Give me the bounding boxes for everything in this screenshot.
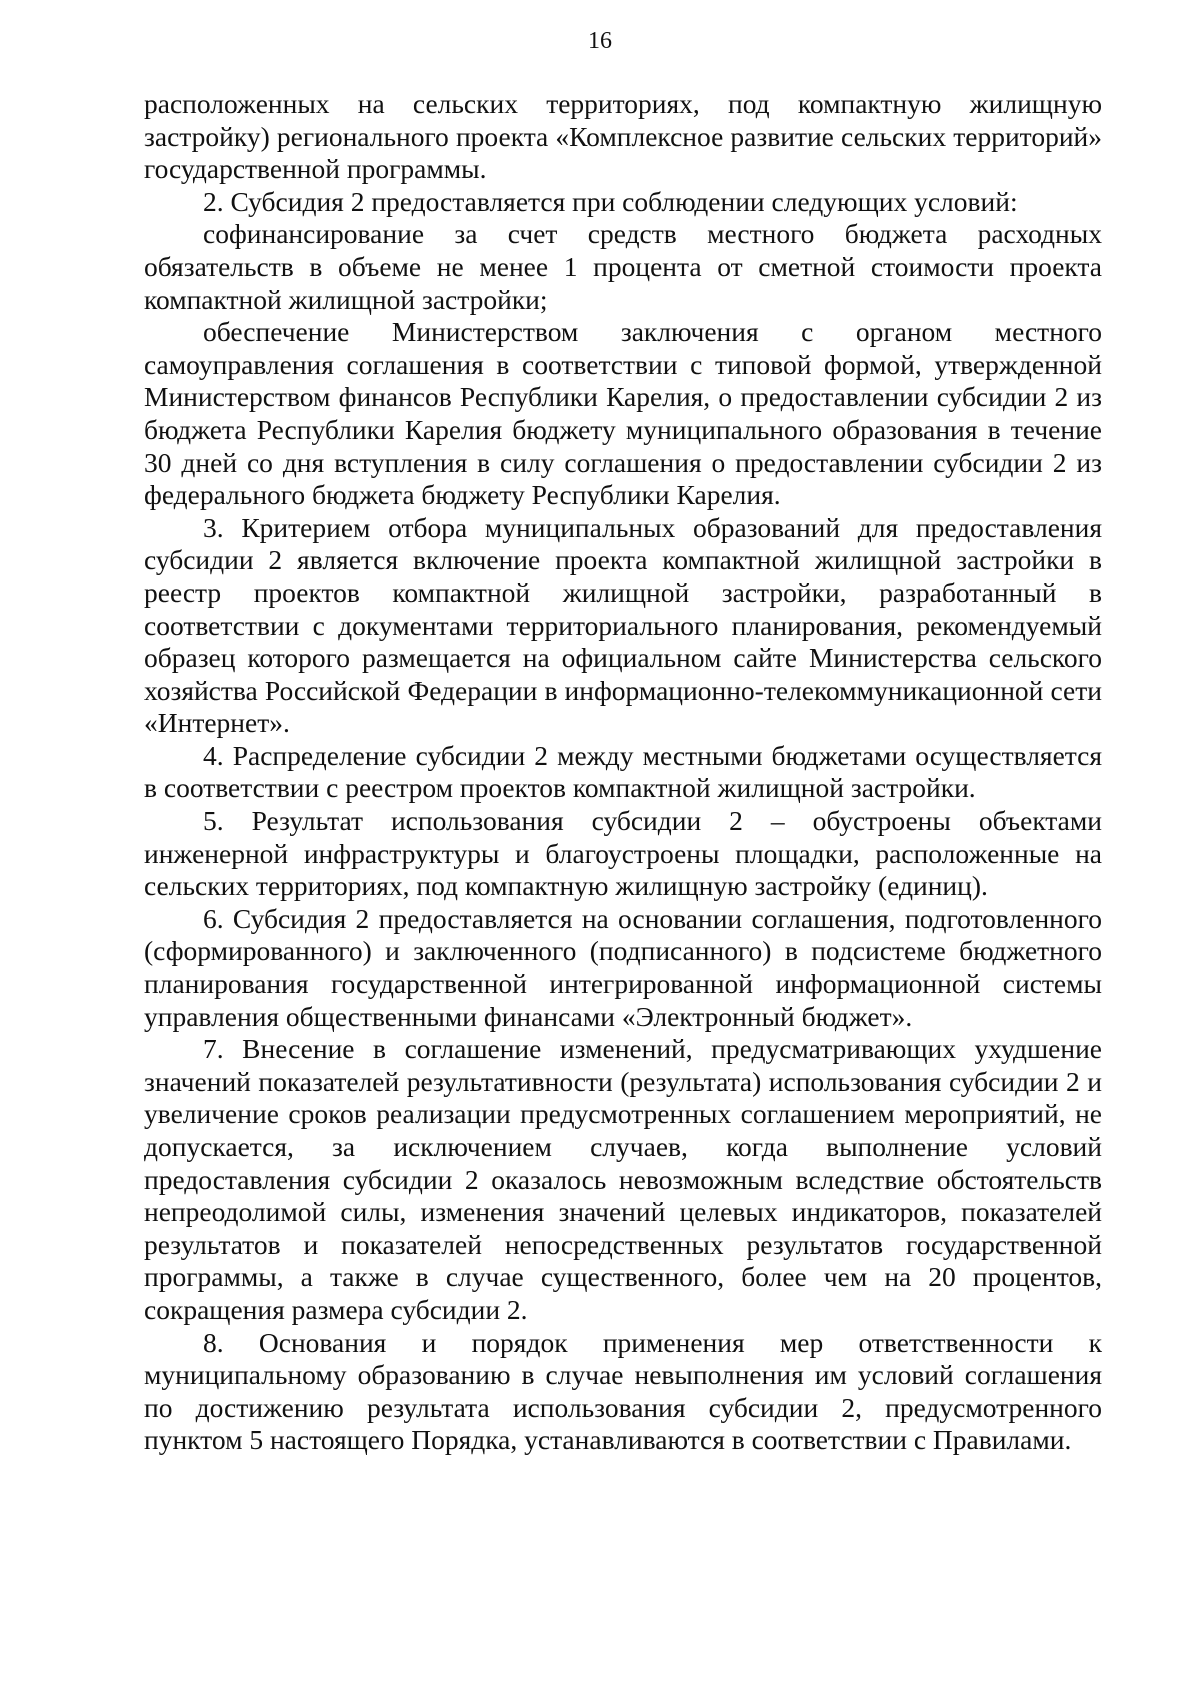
paragraph-item-4: 4. Распределение субсидии 2 между местными бюджетами осуществляется в соответствии с реестром проектов компактной жилищной застройки. <box>144 739 1102 804</box>
paragraph-agreement-provision: обеспечение Министерством заключения с органом местного самоуправления соглашения в соответствии с типовой формой, утвержденной Министерством финансов Республики Карелия, о предоставлении субсидии 2 из бюджета Республики Карелия бюджету муниципального образования в течение 30 дней со дня вступления в силу соглашения о предоставлении субсидии 2 из федерального бюджета бюджету Республики Карелия. <box>144 316 1102 511</box>
paragraph-item-2: 2. Субсидия 2 предоставляется при соблюдении следующих условий: <box>203 185 1018 217</box>
page-number: 16 <box>588 28 612 54</box>
paragraph-item-7: 7. Внесение в соглашение изменений, предусматривающих ухудшение значений показателей результативности (результата) использования субсидии 2 и увеличение сроков реализации предусмотренных соглашением мероприятий, не допускается, за исключением случаев, когда выполнение условий предоставления субсидии 2 оказалось невозможным вследствие обстоятельств непреодолимой силы, изменения значений целевых индикаторов, показателей результатов и показателей непосредственных результатов государственной программы, а также в случае существенного, более чем на 20 процентов, сокращения размера субсидии 2. <box>144 1033 1102 1325</box>
document-body <box>144 88 1102 1457</box>
paragraph-item-5: 5. Результат использования субсидии 2 – обустроены объектами инженерной инфраструктуры и благоустроены площадки, расположенные на сельских территориях, под компактную жилищную застройку (единиц). <box>144 805 1102 902</box>
paragraph-cofinancing: софинансирование за счет средств местного бюджета расходных обязательств в объеме не менее 1 процента от сметной стоимости проекта компактной жилищной застройки; <box>144 218 1102 315</box>
paragraph-continuation: расположенных на сельских территориях, под компактную жилищную застройку) регионального проекта «Комплексное развитие сельских территорий» государственной программы. <box>144 88 1102 185</box>
paragraph-item-8: 8. Основания и порядок применения мер ответственности к муниципальному образованию в случае невыполнения им условий соглашения по достижению результата использования субсидии 2, предусмотренного пунктом 5 настоящего Порядка, устанавливаются в соответствии с Правилами. <box>144 1326 1102 1456</box>
paragraph-item-3: 3. Критерием отбора муниципальных образований для предоставления субсидии 2 является включение проекта компактной жилищной застройки в реестр проектов компактной жилищной застройки, разработанный в соответствии с документами территориального планирования, рекомендуемый образец которого размещается на официальном сайте Министерства сельского хозяйства Российской Федерации в информационно-телекоммуникационной сети «Интернет». <box>144 511 1102 739</box>
paragraph-item-6: 6. Субсидия 2 предоставляется на основании соглашения, подготовленного (сформированного) и заключенного (подписанного) в подсистеме бюджетного планирования государственной интегрированной информационной системы управления общественными финансами «Электронный бюджет». <box>144 902 1102 1032</box>
